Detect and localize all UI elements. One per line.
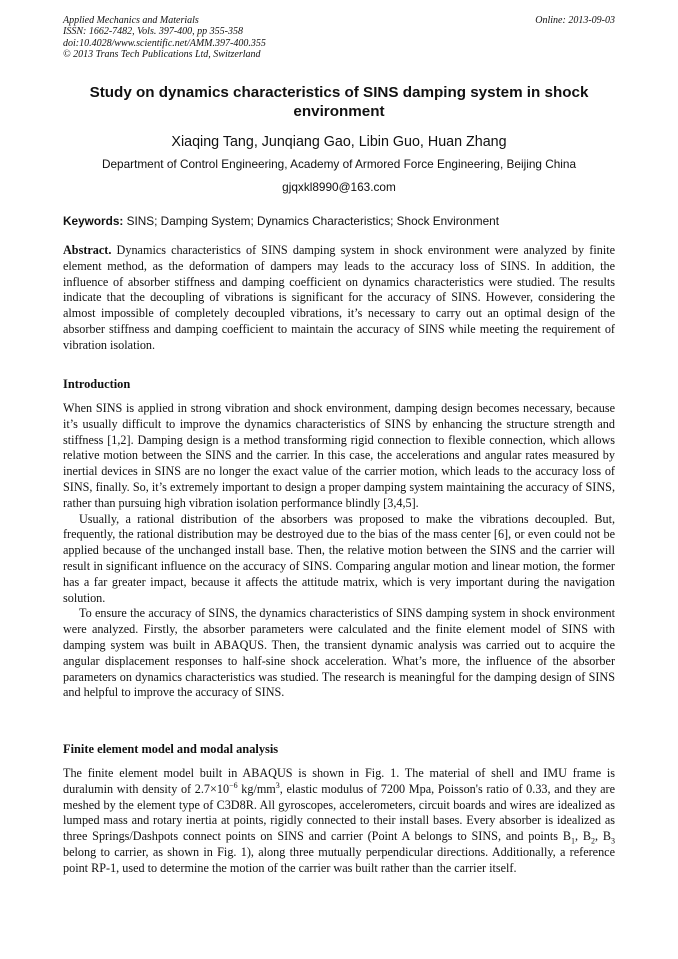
journal-doi: doi:10.4028/www.scientific.net/AMM.397-400.355	[63, 37, 266, 49]
fem-paragraph-1	[63, 766, 615, 877]
introduction-body	[63, 401, 615, 701]
paper-title: Study on dynamics characteristics of SINS damping system in shock environment	[89, 84, 589, 120]
online-date: Online: 2013-09-03	[535, 15, 615, 26]
fem-sep-2: , B	[594, 829, 611, 844]
fem-heading: Finite element model and modal analysis	[63, 742, 279, 756]
journal-copyright: © 2013 Trans Tech Publications Ltd, Switzerland	[63, 49, 261, 61]
keywords-text: SINS; Damping System; Dynamics Characteristics; Shock Environment	[123, 214, 499, 228]
paper-authors: Xiaqing Tang, Junqiang Gao, Libin Guo, Huan Zhang	[171, 134, 507, 150]
abstract-label: Abstract.	[63, 243, 112, 257]
journal-name: Applied Mechanics and Materials	[63, 15, 199, 26]
keywords-label: Keywords:	[63, 214, 124, 228]
fem-text-a: The finite element model built in ABAQUS is shown in Fig. 1. The material of shell and IMU frame is duralumin with density of 2.7	[63, 766, 615, 796]
fem-unit: kg/mm	[237, 781, 276, 796]
intro-paragraph-3: To ensure the accuracy of SINS, the dynamics characteristics of SINS damping system in shock environment were analyzed. Firstly, the absorber parameters were calculated and the finite element model of SINS with damping system was built in ABAQUS. Then, the transient dynamic analysis was carried out to acquire the angular displacement responses to half-sine shock acceleration. What’s more, the influence of the absorber parameters on dynamics characteristics was studied. The research is meaningful for the damping design of SINS and helpful to improve the accuracy of SINS.	[63, 606, 615, 700]
fem-sub-2: 2	[590, 836, 595, 846]
fem-sub-1: 1	[570, 836, 575, 846]
fem-text-b: , elastic modulus of 7200 Mpa, Poisson's ratio of 0.33, and they are meshed by the element type of C3D8R. All gyroscopes, accelerometers, circuit boards and wires are idealized as lumped mass and rotary inertia at points, rigidly connected to their install bases. Every absorber is idealized as three Springs/Dashpots connect points on SINS and carrier (Point A belongs to SINS, and points B	[63, 781, 616, 844]
journal-header	[63, 15, 266, 61]
keywords	[63, 214, 615, 229]
journal-issn: ISSN: 1662-7482, Vols. 397-400, pp 355-358	[63, 26, 243, 38]
intro-paragraph-2: Usually, a rational distribution of the absorbers was proposed to make the vibrations decoupled. But, frequently, the rational distribution may be destroyed due to the bias of the mass center [6], or even could not be applied because of the unchanged install base. Then, the relative motion between the SINS and the carrier will result in significant influence on the accuracy of SINS. Comparing angular motion and linear motion, the former has a far greater impact, because it affects the attitude matrix, which is very important during the navigation solution.	[63, 511, 615, 605]
fem-sub-3: 3	[610, 836, 615, 846]
abstract-text: Dynamics characteristics of SINS damping system in shock environment were analyzed by finite element method, as the deformation of dampers may leads to the accuracy loss of SINS. In addition, the influence of absorber stiffness and damping coefficient on dynamics characteristics were studied. The results indicate that the decoupling of vibrations is significant for the accuracy of SINS. However, considering the almost impossible of completely decoupled vibrations, it’s necessary to carry out an optimal design of the absorber stiffness and damping coefficient to maintain the accuracy of SINS while meeting the requirement of vibration isolation.	[63, 243, 615, 352]
fem-text-c: belong to carrier, as shown in Fig. 1), along three mutually perpendicular directions. Additionally, a reference point RP-1, used to determine the motion of the carrier was built rather than the carrier itself.	[63, 844, 615, 875]
fem-unit-exponent: 3	[275, 780, 280, 790]
author-email: gjqxkl8990@163.com	[282, 180, 396, 194]
author-affiliation: Department of Control Engineering, Academy of Armored Force Engineering, Beijing China	[101, 157, 577, 171]
fem-times: ×10	[210, 781, 230, 796]
fem-body	[63, 766, 615, 877]
intro-paragraph-1: When SINS is applied in strong vibration and shock environment, damping design becomes necessary, because it’s usually difficult to improve the dynamics characteristics of SINS by enhancing the structure strength and stiffness [1,2]. Damping design is a method transforming rigid connection to flexible connection, which allows relative motion between the SINS and the carrier. In this case, the accelerations and angular rates measured by inertial devices in SINS are no longer the exact value of the carrier motion, which leads to the accuracy loss of SINS, finally. So, it’s extremely important to design a proper damping system maintaining the accuracy of SINS, rather than pursuing high vibration isolation performance blindly [3,4,5].	[63, 401, 615, 510]
abstract	[63, 243, 615, 354]
introduction-heading: Introduction	[63, 377, 131, 391]
fem-sep-1: , B	[574, 829, 591, 844]
fem-exponent: −6	[229, 780, 238, 790]
